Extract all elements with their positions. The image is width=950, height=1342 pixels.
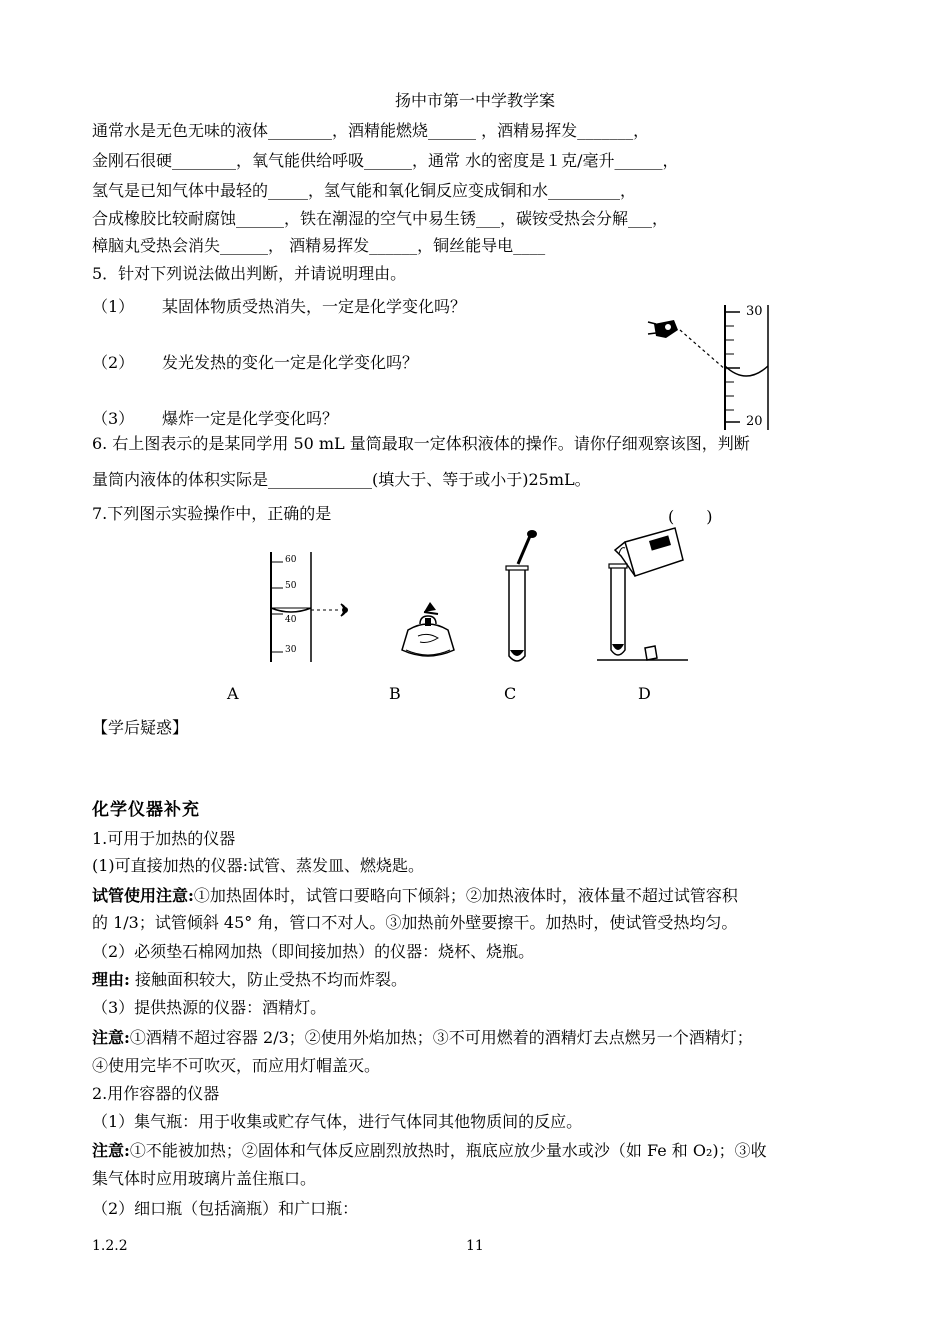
option-c-label: C [504, 684, 517, 703]
bold-lead: 试管使用注意: [92, 886, 194, 905]
supplement-line [92, 998, 326, 1018]
page-number: 11 [466, 1238, 484, 1254]
line-text: （2）必须垫石棉网加热（即间接加热）的仪器：烧杯、烧瓶。 [92, 942, 535, 961]
footer-left: 1.2.2 [92, 1238, 128, 1254]
supplement-line [92, 1028, 753, 1048]
q5-item-2-num: （2） [92, 353, 135, 372]
cylinder-top-label: 30 [746, 304, 763, 319]
bold-lead: 注意: [92, 1028, 130, 1047]
tick-label-50: 50 [285, 581, 297, 591]
line-text: （3）提供热源的仪器：酒精灯。 [92, 998, 327, 1017]
supplement-line [92, 1141, 767, 1161]
line-text: ①酒精不超过容器 2/3；②使用外焰加热；③不可用燃着的酒精灯去点燃另一个酒精灯； [129, 1028, 753, 1047]
line-text: ①不能被加热；②固体和气体反应剧烈放热时，瓶底应放少量水或沙（如 Fe 和 O₂)；③收 [129, 1141, 767, 1160]
tick-label-30: 30 [285, 645, 297, 655]
graduated-cylinder-figure [640, 300, 780, 435]
line-text: 接触面积较大，防止受热不均而炸裂。 [129, 970, 408, 989]
line-text: ④使用完毕不可吹灭，而应用灯帽盖灭。 [92, 1056, 381, 1075]
section-title: 化学仪器补充 [92, 800, 200, 820]
q5-item-3-num: （3） [92, 409, 135, 428]
supplement-line [92, 856, 424, 876]
option-d-figure [595, 520, 690, 668]
text-line: 樟脑丸受热会消失______， 酒精易挥发______，铜丝能导电____ [92, 236, 546, 255]
question-6-line-1: 6. 右上图表示的是某同学用 50 mL 量筒最取一定体积液体的操作。请你仔细观察该图，判断 [92, 434, 750, 453]
tick-label-60: 60 [285, 555, 297, 565]
page-header-title: 扬中市第一中学教学案 [394, 91, 555, 110]
tick-label-40: 40 [285, 615, 297, 625]
option-b-figure [398, 600, 458, 665]
line-text: （2）细口瓶（包括滴瓶）和广口瓶： [92, 1199, 359, 1218]
q5-item-1-num: （1） [92, 297, 135, 316]
question-5-title: 5．针对下列说法做出判断，并请说明理由。 [92, 264, 407, 283]
q5-item-3-text: 爆炸一定是化学变化吗？ [162, 409, 339, 428]
question-7-text: 7.下列图示实验操作中，正确的是 [92, 504, 332, 523]
supplement-line [92, 829, 235, 849]
line-text: ①加热固体时，试管口要略向下倾斜；②加热液体时，液体量不超过试管容积 [193, 886, 738, 905]
supplement-line [92, 1112, 582, 1132]
bold-lead: 理由: [92, 970, 130, 989]
supplement-line [92, 1169, 316, 1189]
option-b-label: B [389, 684, 401, 703]
supplement-line [92, 913, 737, 933]
line-text: 2.用作容器的仪器 [92, 1084, 220, 1103]
supplement-line [92, 1056, 380, 1076]
option-a-figure [265, 550, 365, 665]
text-line: 氢气是已知气体中最轻的_____，氢气能和氧化铜反应变成铜和水_________， [92, 181, 637, 200]
q5-item-2-text: 发光发热的变化一定是化学变化吗？ [162, 353, 419, 372]
option-a-label: A [227, 684, 239, 703]
line-text: 的 1/3；试管倾斜 45° 角，管口不对人。③加热前外壁要擦干。加热时，使试管受热均匀。 [92, 913, 738, 932]
cylinder-reading-illustration [265, 550, 365, 665]
supplement-line [92, 1084, 219, 1104]
q5-item-1-text: 某固体物质受热消失，一定是化学变化吗？ [162, 297, 467, 316]
bold-lead: 注意: [92, 1141, 130, 1160]
cylinder-bottom-label: 20 [746, 414, 763, 429]
line-text: 1.可用于加热的仪器 [92, 829, 236, 848]
pouring-liquid-illustration [595, 520, 690, 668]
text-line: 通常水是无色无味的液体________，酒精能燃烧______ ，酒精易挥发_______， [92, 121, 650, 140]
dropper-test-tube-illustration [500, 528, 540, 668]
text-line: 金刚石很硬________，氧气能供给呼吸______，通常 水的密度是１克/毫升______， [92, 151, 679, 170]
supplement-line [92, 970, 407, 990]
question-6-line-2: 量筒内液体的体积实际是_____________(填大于、等于或小于)25mL。 [92, 470, 591, 489]
supplement-line [92, 886, 738, 906]
supplement-line [92, 942, 534, 962]
option-c-figure [500, 528, 540, 668]
text-line: 合成橡胶比较耐腐蚀______，铁在潮湿的空气中易生锈___，碳铵受热会分解___， [92, 209, 669, 228]
option-d-label: D [638, 684, 651, 703]
line-text: （1）集气瓶：用于收集或贮存气体，进行气体同其他物质间的反应。 [92, 1112, 583, 1131]
line-text: (1)可直接加热的仪器:试管、蒸发皿、燃烧匙。 [92, 856, 425, 875]
answer-bracket: ( ) [668, 507, 713, 526]
after-study-heading: 【学后疑惑】 [92, 718, 189, 737]
supplement-line [92, 1199, 358, 1219]
line-text: 集气体时应用玻璃片盖住瓶口。 [92, 1169, 317, 1188]
alcohol-lamp-illustration [398, 600, 458, 665]
